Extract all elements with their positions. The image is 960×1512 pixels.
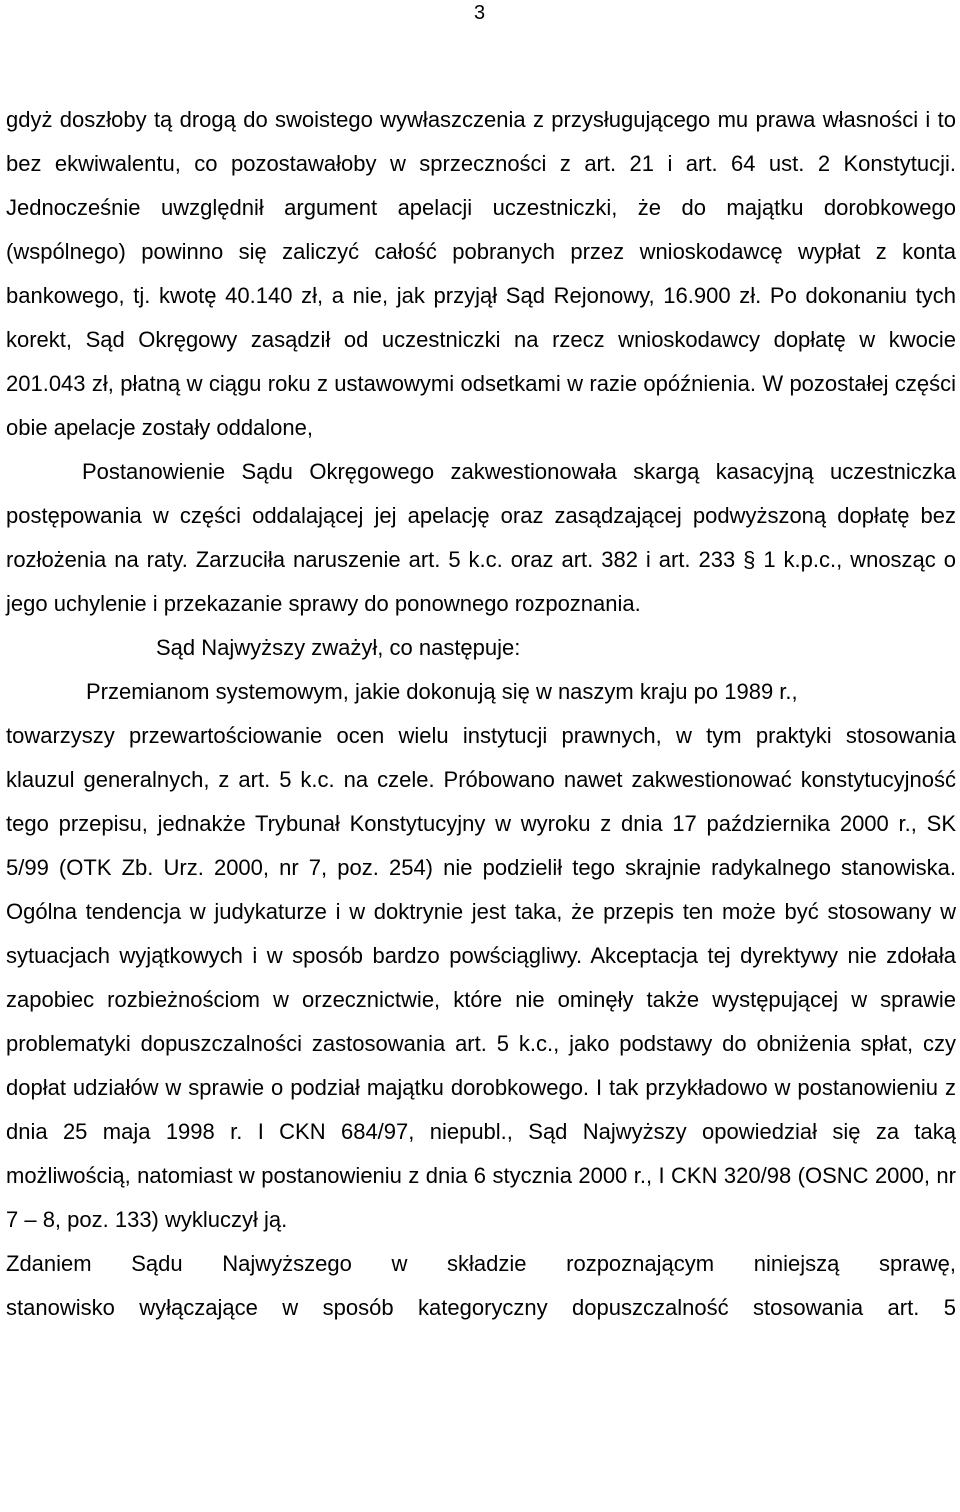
document-body <box>6 98 956 1330</box>
paragraph-court-opinion-line-2: stanowisko wyłączające w sposób kategoryczny dopuszczalność stosowania art. 5 <box>6 1295 956 1320</box>
paragraph-court-opinion-line-1: Zdaniem Sądu Najwyższego w składzie rozpoznającym niniejszą sprawę, <box>6 1251 956 1276</box>
paragraph-cassation-complaint: Postanowienie Sądu Okręgowego zakwestionowała skargą kasacyjną uczestniczka postępowania w części oddalającej jej apelację oraz zasądzającej podwyższoną dopłatę bez rozłożenia na raty. Zarzuciła naruszenie art. 5 k.c. oraz art. 382 i art. 233 § 1 k.p.c., wnosząc o jego uchylenie i przekazanie sprawy do ponownego rozpoznania. <box>6 459 956 616</box>
page-number: 3 <box>474 2 486 24</box>
paragraph-reasoning-opening: Przemianom systemowym, jakie dokonują się w naszym kraju po 1989 r., <box>86 679 798 704</box>
paragraph-reasoning-body: towarzyszy przewartościowanie ocen wielu instytucji prawnych, w tym praktyki stosowania klauzul generalnych, z art. 5 k.c. na czele. Próbowano nawet zakwestionować konstytucyjność tego przepisu, jednakże Trybunał Konstytucyjny w wyroku z dnia 17 października 2000 r., SK 5/99 (OTK Zb. Urz. 2000, nr 7, poz. 254) nie podzielił tego skrajnie radykalnego stanowiska. Ogólna tendencja w judykaturze i w doktrynie jest taka, że przepis ten może być stosowany w sytuacjach wyjątkowych i w sposób bardzo powściągliwy. Akceptacja tej dyrektywy nie zdołała zapobiec rozbieżnościom w orzecznictwie, które nie ominęły także występującej w sprawie problematyki dopuszczalności zastosowania art. 5 k.c., jako podstawy do obniżenia spłat, czy dopłat udziałów w sprawie o podział majątku dorobkowego. I tak przykładowo w postanowieniu z dnia 25 maja 1998 r. I CKN 684/97, niepubl., Sąd Najwyższy opowiedział się za taką możliwością, natomiast w postanowieniu z dnia 6 stycznia 2000 r., I CKN 320/98 (OSNC 2000, nr 7 – 8, poz. 133) wykluczył ją. <box>6 723 956 1232</box>
section-heading: Sąd Najwyższy zważył, co następuje: <box>156 635 521 660</box>
paragraph-appeal-ruling: gdyż doszłoby tą drogą do swoistego wywłaszczenia z przysługującego mu prawa własności i to bez ekwiwalentu, co pozostawałoby w sprzeczności z art. 21 i art. 64 ust. 2 Konstytucji. Jednocześnie uwzględnił argument apelacji uczestniczki, że do majątku dorobkowego (wspólnego) powinno się zaliczyć całość pobranych przez wnioskodawcę wypłat z konta bankowego, tj. kwotę 40.140 zł, a nie, jak przyjął Sąd Rejonowy, 16.900 zł. Po dokonaniu tych korekt, Sąd Okręgowy zasądził od uczestniczki na rzecz wnioskodawcy dopłatę w kwocie 201.043 zł, płatną w ciągu roku z ustawowymi odsetkami w razie opóźnienia. W pozostałej części obie apelacje zostały oddalone, <box>6 107 956 440</box>
